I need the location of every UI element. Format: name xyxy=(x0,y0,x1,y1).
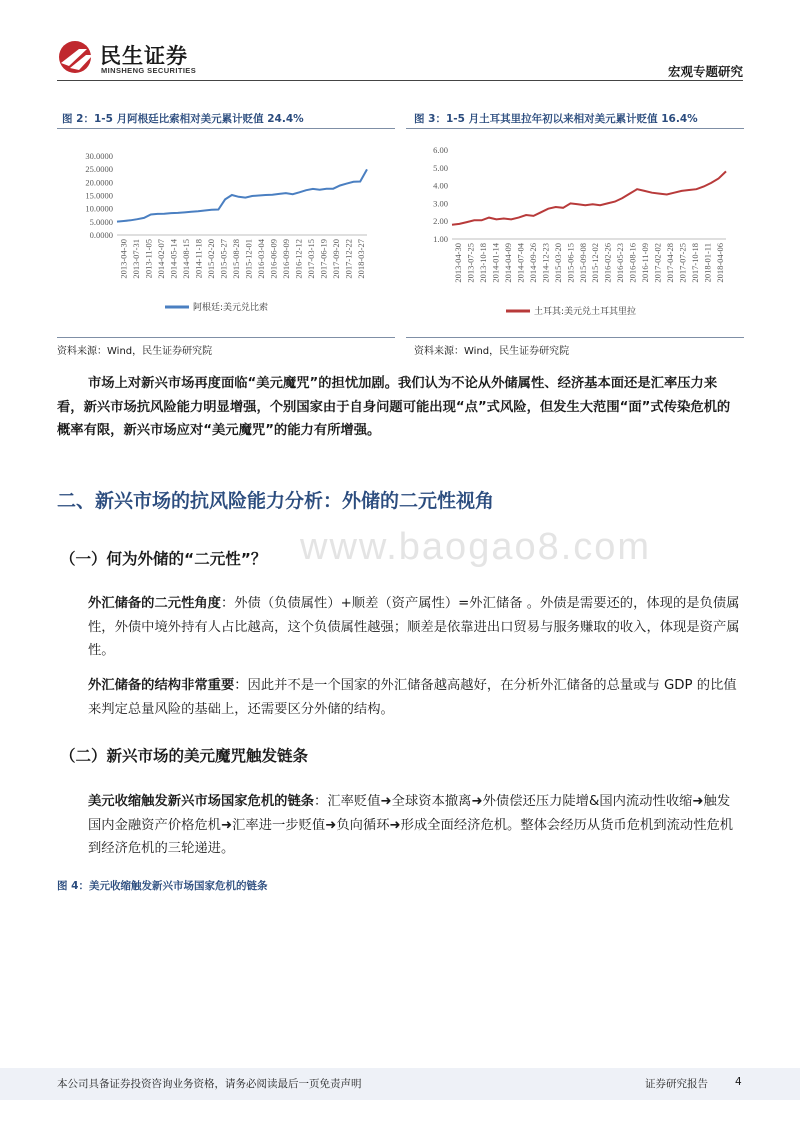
x-tick-label: 2017-06-19 xyxy=(318,239,329,279)
y-tick-label: 10.0000 xyxy=(85,203,113,214)
x-tick-label: 2014-07-04 xyxy=(515,243,526,283)
figure3-title: 图 3：1-5 月土耳其里拉年初以来相对美元累计贬值 16.4% xyxy=(414,113,698,125)
x-tick-label: 2015-06-15 xyxy=(565,243,576,283)
x-tick-label: 2014-04-09 xyxy=(503,243,514,283)
header-divider xyxy=(57,80,743,81)
paragraph-chain-text: ：汇率贬值➜全球资本撤离➜外债偿还压力陡增&国内流动性收缩➜触发国内金融资产价格危机➜汇率进一步贬值➜负向循环➜形成全面经济危机。整体会经历从货币危机到流动性危机到经济危机的三轮递进。 xyxy=(88,794,734,856)
x-tick-label: 2016-09-09 xyxy=(280,239,291,279)
y-tick-label: 30.0000 xyxy=(85,151,113,161)
x-tick-label: 2013-11-05 xyxy=(143,239,154,279)
page-number: 4 xyxy=(735,1076,742,1088)
y-tick-label: 25.0000 xyxy=(85,164,113,175)
x-tick-label: 2014-05-14 xyxy=(168,239,179,279)
x-tick-label: 2015-05-27 xyxy=(218,239,229,279)
x-tick-label: 2018-04-06 xyxy=(714,243,725,283)
footer-disclaimer: 本公司具备证券投资咨询业务资格，请务必阅读最后一页免责声明 xyxy=(57,1078,362,1090)
y-tick-label: 15.0000 xyxy=(85,190,113,201)
figure2-chart xyxy=(57,129,395,337)
x-tick-label: 2017-09-20 xyxy=(330,239,341,279)
x-tick-label: 2016-03-04 xyxy=(255,239,266,279)
x-tick-label: 2015-12-01 xyxy=(243,239,254,279)
y-tick-label: 5.00 xyxy=(433,162,448,173)
logo-company-name-en: MINSHENG SECURITIES xyxy=(101,66,197,75)
x-tick-label: 2015-02-20 xyxy=(205,239,216,279)
x-tick-label: 2016-06-09 xyxy=(268,239,279,279)
y-tick-label: 6.00 xyxy=(433,145,448,155)
x-tick-label: 2014-02-07 xyxy=(155,239,166,279)
figure3-source: 资料来源：Wind，民生证券研究院 xyxy=(414,346,570,357)
x-tick-label: 2013-07-31 xyxy=(130,239,141,279)
x-tick-label: 2017-07-25 xyxy=(677,243,688,283)
subsection2-heading: （二）新兴市场的美元魔咒触发链条 xyxy=(60,747,309,765)
x-tick-label: 2018-01-11 xyxy=(702,243,713,283)
figure3-box xyxy=(406,128,744,338)
x-tick-label: 2015-08-28 xyxy=(230,239,241,279)
x-tick-label: 2018-03-27 xyxy=(355,239,366,279)
paragraph-dual-nature xyxy=(88,592,743,663)
x-tick-label: 2014-11-18 xyxy=(193,239,204,279)
x-tick-label: 2013-10-18 xyxy=(478,243,489,283)
y-tick-label: 2.00 xyxy=(433,216,448,227)
y-tick-label: 3.00 xyxy=(433,198,448,209)
minsheng-logo-icon xyxy=(57,40,97,74)
paragraph-dual-nature-label: 外汇储备的二元性角度 xyxy=(88,596,221,611)
intro-lead: 市场上对新兴市场再度面临“美元魔咒”的担忧加剧。 xyxy=(88,376,399,391)
y-tick-label: 0.0000 xyxy=(89,230,113,240)
logo-company-name: 民生证券 xyxy=(100,44,188,68)
x-tick-label: 2017-02-02 xyxy=(652,243,663,283)
x-tick-label: 2017-04-28 xyxy=(664,243,675,283)
x-tick-label: 2014-08-15 xyxy=(180,239,191,279)
legend-label: 土耳其:美元兑土耳其里拉 xyxy=(534,307,637,317)
x-tick-label: 2017-03-15 xyxy=(305,239,316,279)
y-tick-label: 20.0000 xyxy=(85,177,113,188)
x-tick-label: 2015-12-02 xyxy=(590,243,601,283)
x-tick-label: 2016-05-23 xyxy=(615,243,626,283)
figure2-box xyxy=(57,128,395,338)
legend-label: 阿根廷:美元兑比索 xyxy=(193,303,269,313)
footer-report-label: 证券研究报告 xyxy=(645,1078,708,1090)
paragraph-structure xyxy=(88,674,743,721)
x-tick-label: 2016-12-12 xyxy=(293,239,304,279)
y-tick-label: 1.00 xyxy=(433,234,448,244)
watermark: www.baogao8.com xyxy=(300,526,652,568)
figure2-source: 资料来源：Wind，民生证券研究院 xyxy=(57,346,213,357)
subsection1-heading: （一）何为外储的“二元性”？ xyxy=(60,550,267,568)
figure4-title: 图 4：美元收缩触发新兴市场国家危机的链条 xyxy=(57,880,268,892)
x-tick-label: 2014-12-23 xyxy=(540,243,551,283)
report-type-label: 宏观专题研究 xyxy=(667,64,743,79)
figure2-title: 图 2：1-5 月阿根廷比索相对美元累计贬值 24.4% xyxy=(62,113,304,125)
paragraph-structure-label: 外汇储备的结构非常重要 xyxy=(88,678,235,693)
intro-rest: 我们认为不论从外储属性、经济基本面还是汇率压力来看，新兴市场抗风险能力明显增强，个别国家由于自身问题可能出现“点”式风险，但发生大范围“面”式传染危机的概率有限，新兴市场应对“美元魔咒”的能力有所增强。 xyxy=(57,376,731,438)
x-tick-label: 2016-02-26 xyxy=(602,243,613,283)
x-tick-label: 2017-10-18 xyxy=(689,243,700,283)
x-tick-label: 2014-09-26 xyxy=(527,243,538,283)
paragraph-chain xyxy=(88,790,743,861)
x-tick-label: 2015-09-08 xyxy=(577,243,588,283)
series-line xyxy=(452,171,726,224)
y-tick-label: 5.0000 xyxy=(89,216,113,227)
x-tick-label: 2014-01-14 xyxy=(490,243,501,283)
paragraph-chain-label: 美元收缩触发新兴市场国家危机的链条 xyxy=(88,794,315,809)
x-tick-label: 2017-12-22 xyxy=(343,239,354,279)
x-tick-label: 2016-08-16 xyxy=(627,243,638,283)
x-tick-label: 2015-03-20 xyxy=(552,243,563,283)
y-tick-label: 4.00 xyxy=(433,180,448,191)
figure3-chart xyxy=(406,129,744,337)
section-heading: 二、新兴市场的抗风险能力分析：外储的二元性视角 xyxy=(57,490,495,512)
series-line xyxy=(117,169,367,221)
x-tick-label: 2013-07-25 xyxy=(465,243,476,283)
intro-paragraph xyxy=(57,372,743,443)
x-tick-label: 2013-04-30 xyxy=(118,239,129,279)
paragraph-structure-text: ：因此并不是一个国家的外汇储备越高越好，在分析外汇储备的总量或与 GDP 的比值来判定总量风险的基础上，还需要区分外储的结构。 xyxy=(88,678,737,717)
paragraph-dual-nature-text: ：外债（负债属性）+顺差（资产属性）=外汇储备 。外债是需要还的，体现的是负债属性，外债中境外持有人占比越高，这个负债属性越强；顺差是依靠进出口贸易与服务赚取的收入，体现是资产属性。 xyxy=(88,596,740,658)
x-tick-label: 2016-11-09 xyxy=(640,243,651,283)
x-tick-label: 2013-04-30 xyxy=(453,243,464,283)
